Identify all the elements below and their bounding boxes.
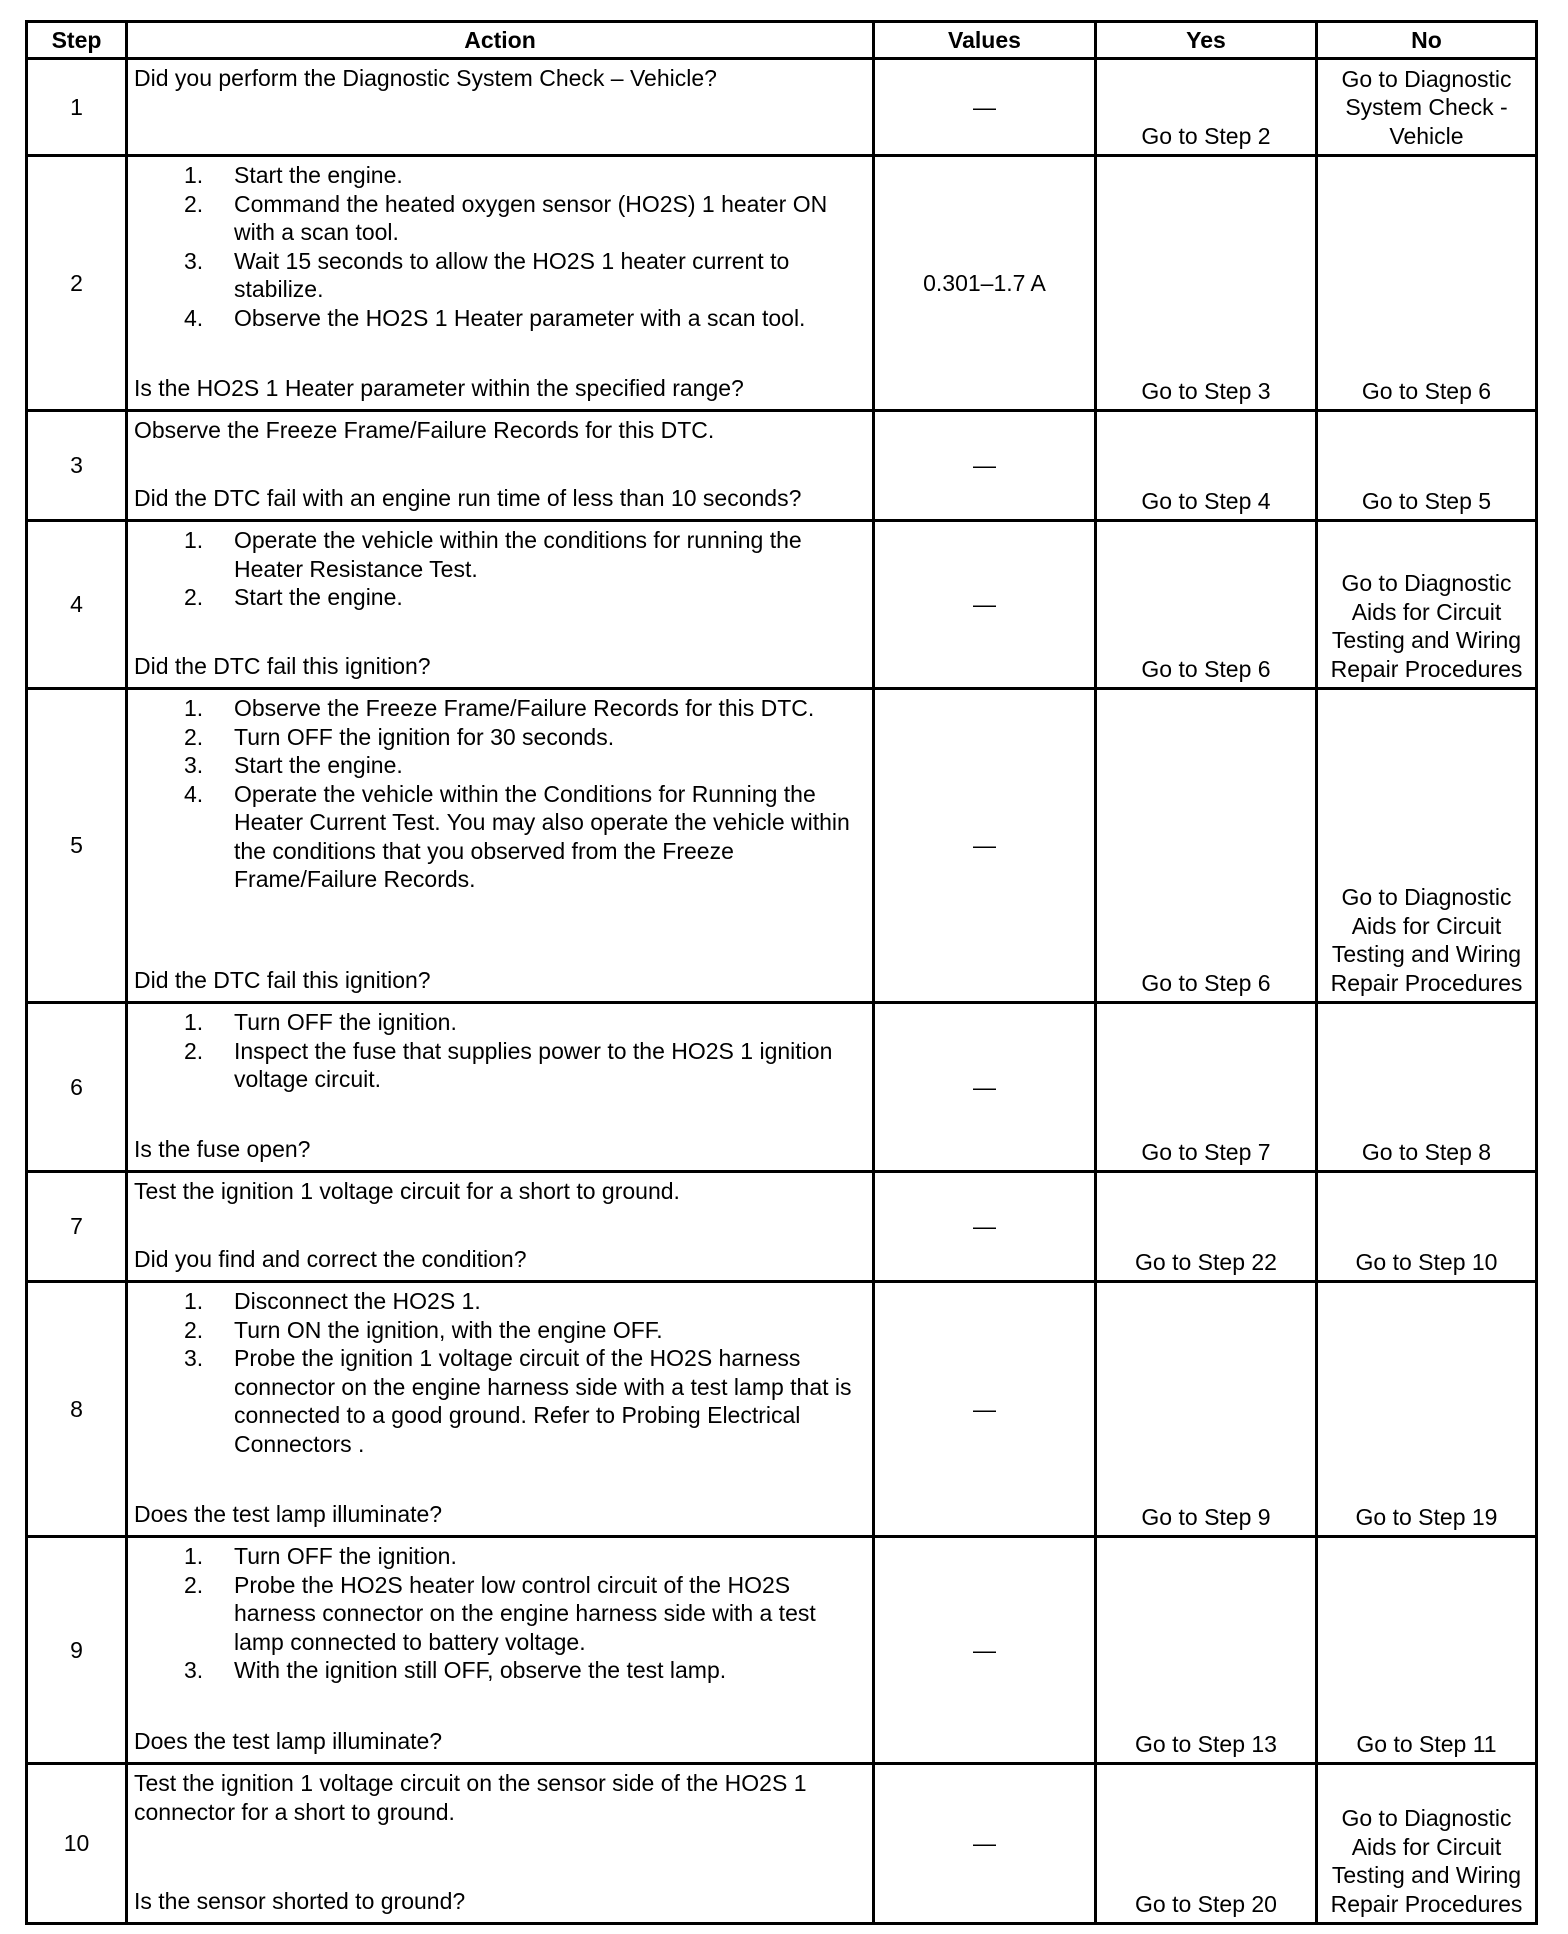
- table-row: [27, 59, 1537, 156]
- step-cell: 2: [27, 156, 127, 411]
- list-item-number: 1.: [184, 162, 204, 188]
- header-step: Step: [27, 22, 127, 59]
- step-cell: 8: [27, 1282, 127, 1537]
- action-content: [134, 526, 866, 680]
- values-cell: —: [874, 1172, 1096, 1282]
- list-item-text: Start the engine.: [234, 162, 403, 188]
- list-item: [134, 526, 866, 583]
- list-item: [134, 1571, 866, 1657]
- list-item: [134, 1037, 866, 1094]
- action-question: Is the fuse open?: [134, 1135, 311, 1162]
- yes-cell: Go to Step 20: [1096, 1764, 1317, 1924]
- action-question: Does the test lamp illuminate?: [134, 1727, 443, 1754]
- action-content: [134, 1769, 866, 1915]
- step-cell: 9: [27, 1537, 127, 1764]
- action-cell: [127, 1172, 874, 1282]
- action-cell: [127, 59, 874, 156]
- no-cell: Go to Step 6: [1317, 156, 1537, 411]
- list-item: [134, 1542, 866, 1571]
- no-cell: Go to Diagnostic Aids for Circuit Testing and Wiring Repair Procedures: [1317, 1764, 1537, 1924]
- list-item: [134, 1344, 866, 1458]
- list-item: [134, 1287, 866, 1316]
- action-cell: [127, 411, 874, 521]
- list-item-number: 2.: [184, 723, 204, 750]
- no-cell: Go to Step 19: [1317, 1282, 1537, 1537]
- list-item: [134, 247, 866, 304]
- yes-cell: Go to Step 22: [1096, 1172, 1317, 1282]
- table-body: [27, 59, 1537, 1924]
- action-steps-list: [134, 694, 866, 894]
- yes-cell: Go to Step 2: [1096, 59, 1317, 156]
- action-content: [134, 64, 866, 147]
- values-cell: —: [874, 1764, 1096, 1924]
- list-item-number: 2.: [184, 584, 204, 610]
- action-question: Did you find and correct the condition?: [134, 1245, 527, 1272]
- diagnostic-table: [25, 20, 1538, 1925]
- table-row: [27, 689, 1537, 1003]
- values-cell: —: [874, 1282, 1096, 1537]
- list-item-text: Turn OFF the ignition for 30 seconds.: [234, 723, 615, 750]
- table-row: [27, 156, 1537, 411]
- action-question: Did the DTC fail with an engine run time of less than 10 seconds?: [134, 484, 802, 511]
- action-cell: [127, 1003, 874, 1172]
- header-no: No: [1317, 22, 1537, 59]
- header-yes: Yes: [1096, 22, 1317, 59]
- action-cell: [127, 1537, 874, 1764]
- list-item-text: Observe the Freeze Frame/Failure Records for this DTC.: [234, 695, 815, 721]
- action-steps-list: [134, 526, 866, 612]
- list-item-number: 3.: [184, 1657, 204, 1683]
- no-cell: Go to Diagnostic Aids for Circuit Testing and Wiring Repair Procedures: [1317, 689, 1537, 1003]
- action-steps-list: [134, 161, 866, 332]
- values-cell: —: [874, 521, 1096, 689]
- list-item: [134, 583, 866, 612]
- list-item: [134, 751, 866, 780]
- action-question: Did the DTC fail this ignition?: [134, 652, 431, 679]
- values-cell: —: [874, 1003, 1096, 1172]
- action-cell: [127, 521, 874, 689]
- list-item-number: 4.: [184, 780, 204, 807]
- values-cell: —: [874, 411, 1096, 521]
- action-content: [134, 1008, 866, 1163]
- action-cell: [127, 1282, 874, 1537]
- action-intro: Observe the Freeze Frame/Failure Records for this DTC.: [134, 417, 715, 443]
- table-row: [27, 521, 1537, 689]
- yes-cell: Go to Step 13: [1096, 1537, 1317, 1764]
- header-values: Values: [874, 22, 1096, 59]
- list-item-number: 1.: [184, 527, 204, 553]
- list-item-text: Probe the ignition 1 voltage circuit of the HO2S harness connector on the engine harness side with a test lamp that is connected to a good ground. Refer to Probing Electrical Connectors .: [234, 1345, 852, 1457]
- table-row: [27, 1003, 1537, 1172]
- step-cell: 4: [27, 521, 127, 689]
- no-cell: Go to Diagnostic System Check - Vehicle: [1317, 59, 1537, 156]
- list-item-number: 4.: [184, 304, 204, 331]
- action-steps-list: [134, 1542, 866, 1685]
- list-item: [134, 1316, 866, 1345]
- list-item-text: Turn OFF the ignition.: [234, 1009, 457, 1035]
- list-item-number: 1.: [184, 1543, 204, 1569]
- no-cell: Go to Step 5: [1317, 411, 1537, 521]
- action-steps-list: [134, 1008, 866, 1094]
- yes-cell: Go to Step 6: [1096, 521, 1317, 689]
- header-row: [27, 22, 1537, 59]
- list-item-number: 3.: [184, 752, 204, 778]
- action-question: Is the HO2S 1 Heater parameter within the specified range?: [134, 374, 744, 401]
- list-item-number: 3.: [184, 247, 204, 274]
- list-item-number: 1.: [184, 695, 204, 721]
- yes-cell: Go to Step 9: [1096, 1282, 1317, 1537]
- action-cell: [127, 689, 874, 1003]
- no-cell: Go to Diagnostic Aids for Circuit Testing and Wiring Repair Procedures: [1317, 521, 1537, 689]
- yes-cell: Go to Step 6: [1096, 689, 1317, 1003]
- list-item: [134, 723, 866, 752]
- list-item-text: Operate the vehicle within the Conditions for Running the Heater Current Test. You may also operate the vehicle within the conditions that you observed from the Freeze Frame/Failure Records.: [234, 780, 850, 892]
- no-cell: Go to Step 10: [1317, 1172, 1537, 1282]
- action-cell: [127, 156, 874, 411]
- values-cell: —: [874, 689, 1096, 1003]
- list-item: [134, 780, 866, 894]
- list-item-number: 3.: [184, 1345, 204, 1371]
- list-item: [134, 304, 866, 333]
- action-steps-list: [134, 1287, 866, 1458]
- list-item-number: 1.: [184, 1009, 204, 1035]
- list-item-text: Turn ON the ignition, with the engine OFF.: [234, 1316, 663, 1343]
- list-item-number: 2.: [184, 1316, 204, 1343]
- list-item-text: Turn OFF the ignition.: [234, 1543, 457, 1569]
- step-cell: 5: [27, 689, 127, 1003]
- list-item-text: Operate the vehicle within the conditions for running the Heater Resistance Test.: [234, 527, 802, 582]
- list-item: [134, 190, 866, 247]
- list-item-text: Observe the HO2S 1 Heater parameter with a scan tool.: [234, 304, 806, 331]
- list-item: [134, 161, 866, 190]
- values-cell: —: [874, 1537, 1096, 1764]
- yes-cell: Go to Step 4: [1096, 411, 1317, 521]
- list-item-text: With the ignition still OFF, observe the test lamp.: [234, 1657, 727, 1683]
- list-item-number: 2.: [184, 1571, 204, 1598]
- header-action: Action: [127, 22, 874, 59]
- yes-cell: Go to Step 7: [1096, 1003, 1317, 1172]
- table-row: [27, 1537, 1537, 1764]
- yes-cell: Go to Step 3: [1096, 156, 1317, 411]
- list-item-text: Inspect the fuse that supplies power to the HO2S 1 ignition voltage circuit.: [234, 1037, 833, 1092]
- action-question: Is the sensor shorted to ground?: [134, 1887, 466, 1914]
- table-row: [27, 1764, 1537, 1924]
- table-row: [27, 1282, 1537, 1537]
- list-item-text: Disconnect the HO2S 1.: [234, 1288, 481, 1314]
- list-item: [134, 694, 866, 723]
- action-content: [134, 1542, 866, 1755]
- action-cell: [127, 1764, 874, 1924]
- list-item-text: Start the engine.: [234, 752, 403, 778]
- list-item-number: 2.: [184, 190, 204, 217]
- list-item: [134, 1656, 866, 1685]
- action-intro: Test the ignition 1 voltage circuit for a short to ground.: [134, 1178, 680, 1204]
- step-cell: 7: [27, 1172, 127, 1282]
- step-cell: 3: [27, 411, 127, 521]
- list-item-text: Wait 15 seconds to allow the HO2S 1 heater current to stabilize.: [234, 247, 790, 302]
- table-row: [27, 1172, 1537, 1282]
- action-intro: Test the ignition 1 voltage circuit on the sensor side of the HO2S 1 connector for a short to ground.: [134, 1770, 807, 1825]
- action-question: Does the test lamp illuminate?: [134, 1500, 443, 1527]
- values-cell: 0.301–1.7 A: [874, 156, 1096, 411]
- list-item-text: Start the engine.: [234, 584, 403, 610]
- values-cell: —: [874, 59, 1096, 156]
- list-item-number: 2.: [184, 1037, 204, 1064]
- list-item-text: Command the heated oxygen sensor (HO2S) 1 heater ON with a scan tool.: [234, 190, 828, 245]
- action-question: Did the DTC fail this ignition?: [134, 966, 431, 993]
- action-intro: Did you perform the Diagnostic System Check – Vehicle?: [134, 65, 717, 91]
- no-cell: Go to Step 11: [1317, 1537, 1537, 1764]
- list-item-text: Probe the HO2S heater low control circuit of the HO2S harness connector on the engine harness side with a test lamp connected to battery voltage.: [234, 1571, 816, 1655]
- action-content: [134, 694, 866, 994]
- step-cell: 10: [27, 1764, 127, 1924]
- step-cell: 6: [27, 1003, 127, 1172]
- step-cell: 1: [27, 59, 127, 156]
- action-content: [134, 416, 866, 512]
- list-item: [134, 1008, 866, 1037]
- no-cell: Go to Step 8: [1317, 1003, 1537, 1172]
- action-content: [134, 1177, 866, 1273]
- table-row: [27, 411, 1537, 521]
- list-item-number: 1.: [184, 1288, 204, 1314]
- action-content: [134, 161, 866, 402]
- action-content: [134, 1287, 866, 1528]
